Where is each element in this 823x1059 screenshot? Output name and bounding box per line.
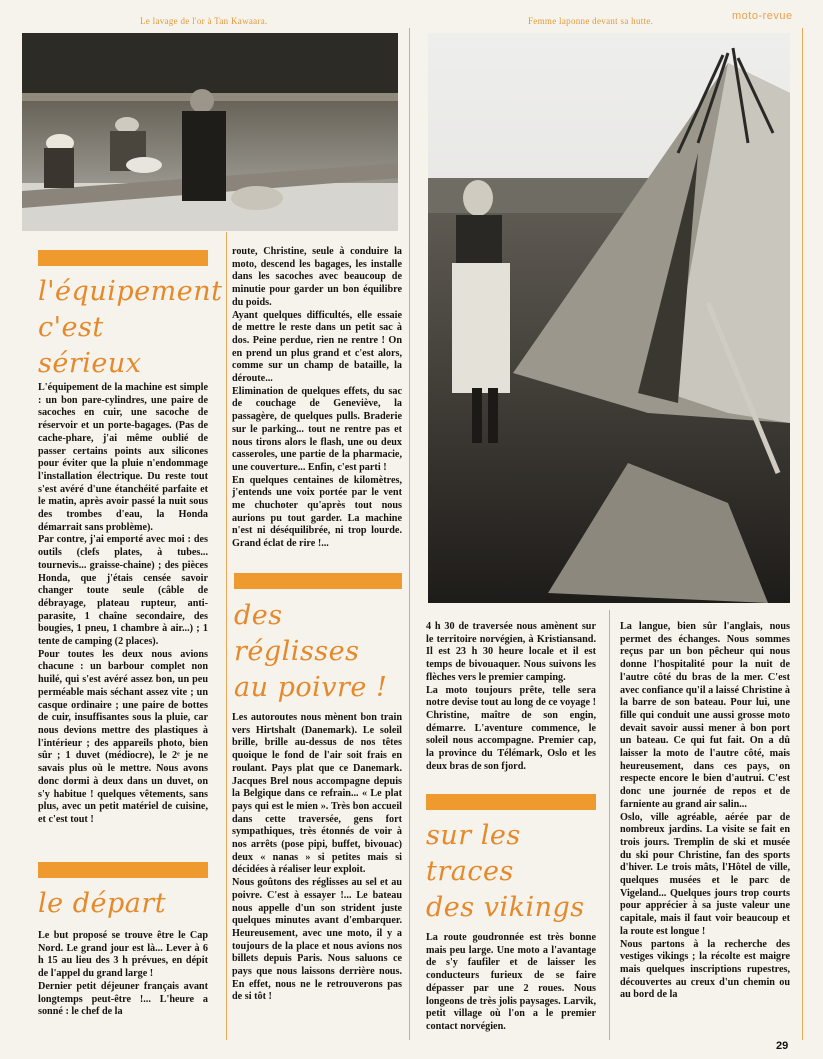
page-number: 29 [776, 1040, 789, 1052]
column-3-part-1 [426, 621, 596, 773]
paragraph: Nous partons à la recherche des vestiges vikings ; la récolte est maigre mais quelques inscriptions rupestres, découvertes au creux d'un chemin ou au bord de la [620, 938, 790, 1001]
accent-bar-traces [426, 794, 596, 810]
paragraph: Elimination de quelques effets, du sac de couchage de Geneviève, la passagère, de quelques pulls. Braderie sur le parking... tout ne rentre pas et nous tirons alors le flash, une ou deux casseroles, une partie de la pharmacie, une couverture... Enfin, c'est parti ! [232, 385, 402, 473]
lapp-woman-tent-image [428, 33, 790, 603]
column-rule-3 [609, 610, 610, 1040]
column-2-part-2 [232, 712, 402, 1004]
right-photo-caption: Femme laponne devant sa hutte. [528, 16, 654, 26]
paragraph: 4 h 30 de traversée nous amènent sur le territoire norvégien, à Kristiansand. Il est 23 h 30 heure locale et il est temps de bivouaquer. Nous suivons les flèches vers le premier camping. [426, 621, 596, 683]
paragraph: En quelques centaines de kilomètres, j'entends une voix portée par le vent me chuchoter qu'après tout nous aurions pu tout garder. La machine n'est ni déséquilibrée, ni trop lourde. Grand éclat de rire !... [232, 474, 402, 550]
gold-washing-photo [22, 33, 398, 231]
accent-bar-depart [38, 862, 208, 878]
column-4 [620, 621, 790, 1002]
column-1-part-1 [38, 382, 208, 827]
column-1-part-2 [38, 930, 208, 1019]
column-2-part-1 [232, 246, 402, 551]
paragraph: L'équipement de la machine est simple : un bon pare-cylindres, une paire de sacoches en cuir, une sacoche de réservoir et un porte-bagages. (Pas de cache-phare, j'ai même oublié de passer certains points aux silicones pour éviter que la pluie n'endommage l'installation électrique. Du reste tout s'est avéré d'une étanchéité parfaite et le matin, après avoir passé la nuit sous des trombes d'eau, la Honda démarrait sans problème). [38, 382, 208, 533]
paragraph: La moto toujours prête, telle sera notre devise tout au long de ce voyage ! Christine, maître de son engin, démarre. L'aventure commence, le soleil nous accompagne. Premier cap, la province du Télémark, Oslo et les deux bras de son fjord. [426, 684, 596, 772]
heading-reglisses: des réglisses au poivre ! [234, 600, 388, 703]
paragraph: Pour toutes les deux nous avions chacune : un barbour complet non huilé, qui s'est avéré assez bon, un peu perméable mais séchant assez vite ; un casque ordinaire ; une paire de bottes de cuir, insuffisantes sous la pluie, car nous devions mettre des plastiques à l'intérieur ; des appareils photo, bien sûr ; 1 duvet (médiocre), le 2ᵉ je ne savais plus où le mettre. Nous avons donc dormi à deux dans un duvet, on s'y habitue ! quelques vêtements, sans plus, avec un petit matériel de cuisine, et c'est tout ! [38, 648, 208, 825]
paragraph: Nous goûtons des réglisses au sel et au poivre. C'est à essayer !... Le bateau nous appelle d'un son strident juste quelques minutes avant d'embarquer. Heureusement, avec une moto, il y a toujours de la place et nous avions nos billets depuis Paris. Nous saluons ce pays que nous laissons derrière nous. En effet, nous ne le retrouverons pas de si tôt ! [232, 877, 402, 1003]
accent-bar-equipement [38, 250, 208, 266]
column-3-part-2 [426, 932, 596, 1034]
paragraph: route, Christine, seule à conduire la moto, descend les bagages, les installe dans les sacoches avec beaucoup de minutie pour garder un bon équilibre du poids. [232, 246, 402, 308]
accent-bar-reglisses [234, 573, 402, 589]
lapp-woman-tent-photo [428, 33, 790, 603]
column-rule-1 [226, 232, 227, 1040]
paragraph: Oslo, ville agréable, aérée par de nombreux jardins. La visite se fait en trois jours. Tremplin de ski et musée du ski pour Christine, fan des sports d'hiver. Le trois mâts, l'Hôtel de ville, quelques musées et le parc de Vigeland... Quelques jours trop courts pour apprécier à sa juste valeur une capitale, mais il faut voir beaucoup et la route est longue ! [620, 811, 790, 937]
paragraph: La route goudronnée est très bonne mais peu large. Une moto a l'avantage de s'y faufiler et de laisser les conducteurs furieux de se faire dépasser par une 2 roues. Nous longeons de très jolis paysages. Larvik, petit village où l'on a le premier contact norvégien. [426, 932, 596, 1032]
magazine-brand: moto-revue [732, 10, 793, 22]
column-rule-4 [802, 28, 803, 1040]
heading-depart: le départ [38, 888, 167, 919]
paragraph: Les autoroutes nous mènent bon train vers Hirtshalt (Danemark). Le soleil brille, brille au-dessus de nos têtes quoique le fond de l'air soit frais en roulant. Pays plat que ce Danemark. Jacques Brel nous accompagne depuis la Belgique dans ce refrain... « Le plat pays qui est le mien ». Très bon accueil dans cette traversée, gens fort sympathiques, très étonnés de voir à nos arrêts (pose pipi, buffet, bivouac) deux « nanas » si petites mais si décidées à réaliser leur exploit. [232, 712, 402, 876]
gold-washing-image [22, 33, 398, 231]
paragraph: Par contre, j'ai emporté avec moi : des outils (clefs plates, à tubes... tournevis... graisse-chaine) ; des pièces Honda, que j'étais censée savoir changer toute seule (câble de débrayage, plateau rupteur, anti-parasite, 1 chaîne secondaire, des bougies, 1 pneu, 1 chambre à air...) ; 1 tente de camping (2 places). [38, 534, 208, 648]
heading-equipement: l'équipement c'est sérieux [38, 276, 223, 379]
heading-traces: sur les traces des vikings [426, 820, 585, 923]
paragraph: Dernier petit déjeuner français avant longtemps peut-être !... L'heure a sonné : le chef de la [38, 980, 208, 1018]
column-rule-2 [409, 28, 410, 1040]
paragraph: Le but proposé se trouve être le Cap Nord. Le grand jour est là... Lever à 6 h 15 au lieu des 3 h prévues, en dépit de l'appel du grand large ! [38, 930, 208, 980]
paragraph: La langue, bien sûr l'anglais, nous permet des échanges. Nous sommes reçus par un bon pêcheur qui nous donne l'hospitalité pour la nuit de l'autre côté du bras de la mer. C'est avec confiance qu'il a laissé Christine à la barre de son bateau. Pour lui, une fille qui conduit une aussi grosse moto devait savoir aussi mener à bon port un bateau. Ce qui fut fait. On a dû laisser la moto de l'autre côté, mais heureusement, dans ces pays, on respecte encore le bien d'autrui. C'est donc une journée de repos et de farniente au grand air salin... [620, 621, 790, 810]
left-photo-caption: Le lavage de l'or à Tan Kawaara. [140, 16, 268, 26]
paragraph: Ayant quelques difficultés, elle essaie de mettre le reste dans un petit sac à dos. Peine perdue, rien ne rentre ! On en prend un plus grand et c'est alors, comme sur un champ de bataille, la déroute... [232, 309, 402, 385]
